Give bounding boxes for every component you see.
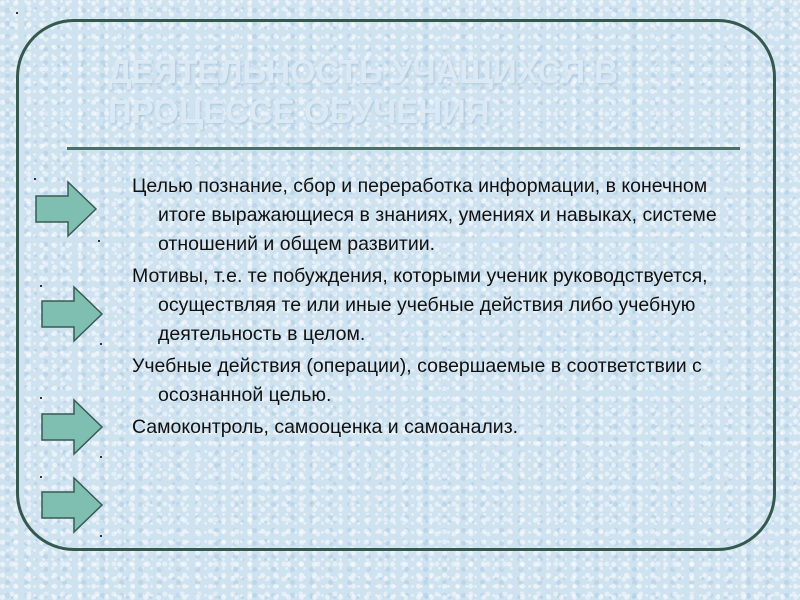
list-item: Целью познание, сбор и переработка информации, в конечном итоге выражающиеся в знаниях, умениях и навыках, системе отношений и общем развитии. — [132, 175, 723, 255]
decor-dot — [98, 240, 100, 242]
decor-dot — [100, 343, 102, 345]
arrow-right-icon — [40, 398, 104, 456]
decor-dot — [100, 456, 102, 458]
decor-dot — [100, 535, 102, 537]
arrow-right-icon — [40, 476, 104, 534]
list-item: Учебные действия (операции), совершаемые в соответствии с осознанной целью. — [132, 355, 708, 406]
decor-dot — [16, 12, 18, 14]
slide-title: ДЕЯТЕЛЬНОСТЬ УЧАЩИХСЯ В ПРОЦЕССЕ ОБУЧЕНИЯ — [108, 53, 619, 130]
content-list — [132, 172, 732, 445]
arrow-right-icon — [34, 180, 98, 238]
list-item: Самоконтроль, самооценка и самоанализ. — [132, 416, 519, 438]
arrow-right-icon — [40, 285, 104, 343]
title-divider — [67, 147, 740, 150]
list-item: Мотивы, т.е. те побуждения, которыми ученик руководствуется, осуществляя те или иные учебные действия либо учебную деятельность в целом. — [132, 265, 718, 345]
